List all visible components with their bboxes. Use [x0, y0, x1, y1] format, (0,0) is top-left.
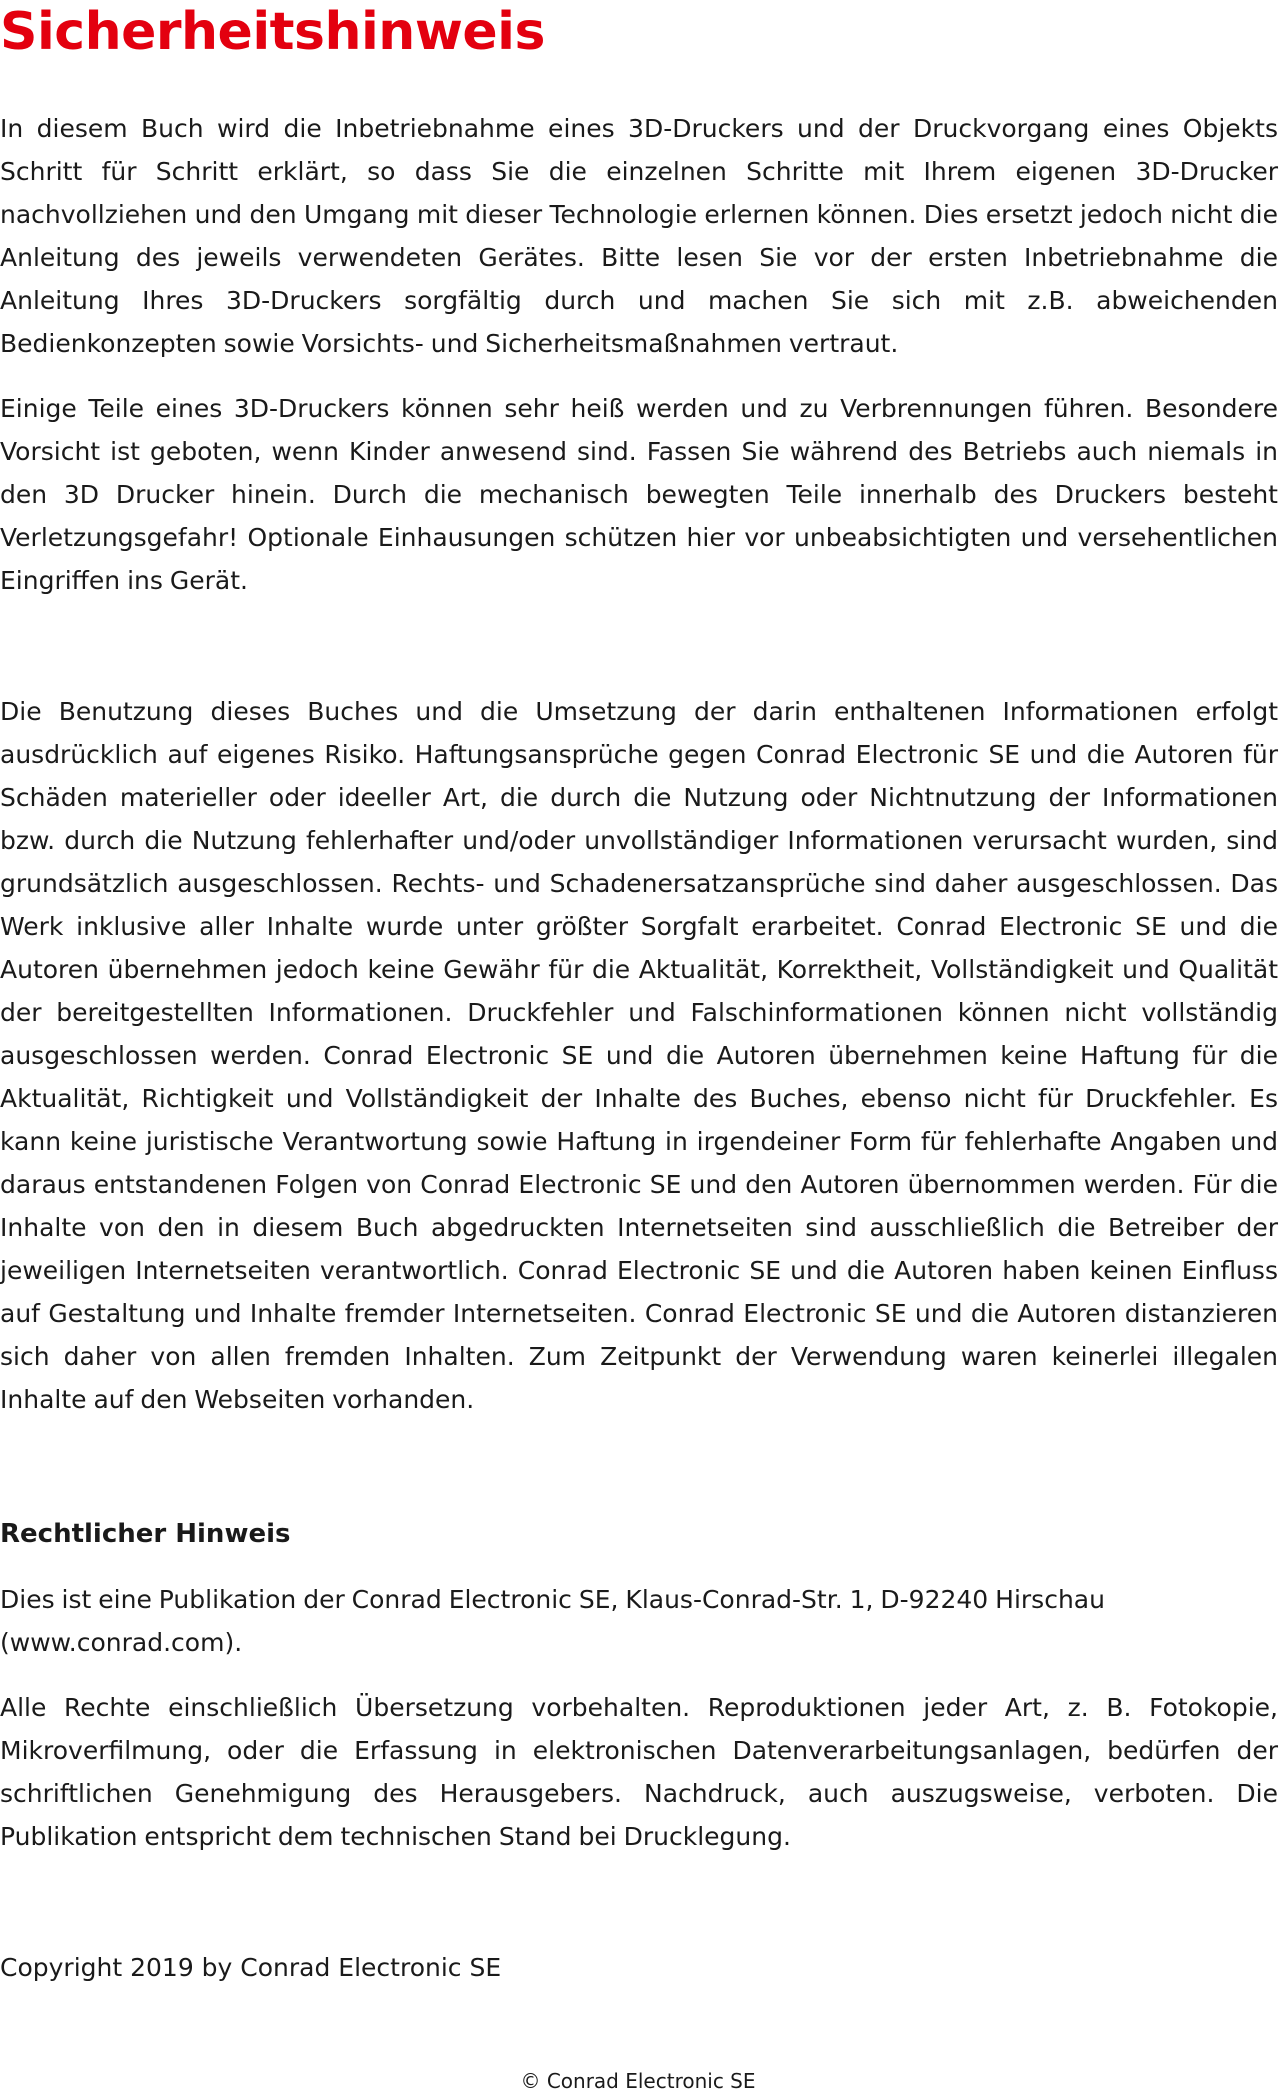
- spacer: [0, 1858, 1278, 1946]
- spacer: [0, 1664, 1278, 1686]
- spacer: [0, 602, 1278, 690]
- rights-paragraph: Alle Rechte einschließlich Übersetzung vorbehalten. Reproduktionen jeder Art, z. B. Fotokopie, Mikroverfilmung, oder die Erfassung in elektronischen Datenverarbeitungsanlagen, bedürfen der schriftlichen Genehmigung des Herausgebers. Nachdruck, auch auszugsweise, verboten. Die Publikation entspricht dem technischen Stand bei Drucklegung.: [0, 1693, 1278, 1851]
- legal-heading: Rechtlicher Hinweis: [0, 1519, 291, 1549]
- spacer: [0, 1556, 1278, 1578]
- page-footer: [0, 2068, 1280, 2094]
- publication-paragraph: Dies ist eine Publikation der Conrad Electronic SE, Klaus-Conrad-Str. 1, D-92240 Hirschau (www.conrad.com).: [0, 1585, 1105, 1657]
- safety-paragraph-1: In diesem Buch wird die Inbetriebnahme eines 3D-Druckers und der Druckvorgang eines Objekts Schritt für Schritt erklärt, so dass Sie die einzelnen Schritte mit Ihrem eigenen 3D-Drucker nachvollziehen und den Umgang mit dieser Technologie erlernen können. Dies ersetzt jedoch nicht die Anleitung des jeweils verwendeten Gerätes. Bitte lesen Sie vor der ersten Inbetriebnahme die Anleitung Ihres 3D-Druckers sorgfältig durch und machen Sie sich mit z.B. abweichenden Bedienkonzepten sowie Vorsichts- und Sicherheitsmaßnahmen vertraut.: [0, 114, 1278, 358]
- spacer: [0, 1421, 1278, 1513]
- footer-copyright: © Conrad Electronic SE: [520, 2069, 756, 2093]
- spacer: [0, 365, 1278, 387]
- safety-paragraph-2: Einige Teile eines 3D-Druckers können sehr heiß werden und zu Verbrennungen führen. Besondere Vorsicht ist geboten, wenn Kinder anwesend sind. Fassen Sie während des Betriebs auch niemals in den 3D Drucker hinein. Durch die mechanisch bewegten Teile innerhalb des Druckers besteht Verletzungsgefahr! Optionale Einhausungen schützen hier vor unbeabsichtigten und versehentlichen Eingriffen ins Gerät.: [0, 394, 1278, 595]
- page-title: Sicherheitshinweis: [0, 2, 545, 62]
- disclaimer-paragraph: Die Benutzung dieses Buches und die Umsetzung der darin enthaltenen Informationen erfolgt ausdrücklich auf eigenes Risiko. Haftungsansprüche gegen Conrad Electronic SE und die Autoren für Schäden materieller oder ideeller Art, die durch die Nutzung oder Nichtnutzung der Informationen bzw. durch die Nutzung fehlerhafter und/oder unvollständiger Informationen verursacht wurden, sind grundsätzlich ausgeschlossen. Rechts- und Schadenersatzansprüche sind daher ausgeschlossen. Das Werk inklusive aller Inhalte wurde unter größter Sorgfalt erarbeitet. Conrad Electronic SE und die Autoren übernehmen jedoch keine Gewähr für die Aktualität, Korrektheit, Vollständigkeit und Qualität der bereitgestellten Informationen. Druckfehler und Falschinformationen können nicht vollständig ausgeschlossen werden. Conrad Electronic SE und die Autoren übernehmen keine Haftung für die Aktualität, Richtigkeit und Vollständigkeit der Inhalte des Buches, ebenso nicht für Druckfehler. Es kann keine juristische Verantwortung sowie Haftung in irgendeiner Form für fehlerhafte Angaben und daraus entstandenen Folgen von Conrad Electronic SE und den Autoren übernommen werden. Für die Inhalte von den in diesem Buch abgedruckten Internetseiten sind ausschließlich die Betreiber der jeweiligen Internetseiten verantwortlich. Conrad Electronic SE und die Autoren haben keinen Einfluss auf Gestaltung und Inhalte fremder Internetseiten. Conrad Electronic SE und die Autoren distanzieren sich daher von allen fremden Inhalten. Zum Zeitpunkt der Verwendung waren keinerlei illegalen Inhalte auf den Webseiten vorhanden.: [0, 697, 1278, 1414]
- copyright-line: Copyright 2019 by Conrad Electronic SE: [0, 1953, 502, 1982]
- document-body: [0, 107, 1278, 1989]
